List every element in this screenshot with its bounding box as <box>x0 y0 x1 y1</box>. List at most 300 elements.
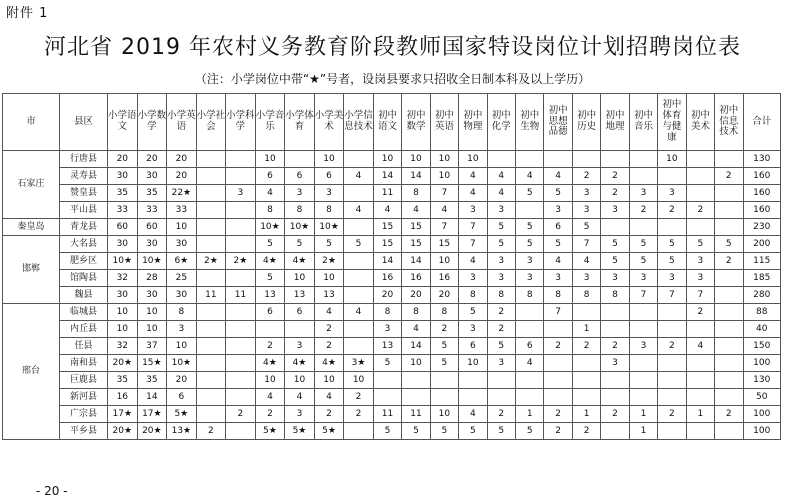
column-header: 小学音乐 <box>255 94 285 151</box>
value-cell: 160 <box>743 202 781 219</box>
value-cell: 5 <box>629 253 657 270</box>
value-cell <box>285 151 315 168</box>
value-cell <box>715 355 743 372</box>
value-cell <box>544 151 572 168</box>
value-cell: 4 <box>487 185 515 202</box>
value-cell: 10 <box>314 372 344 389</box>
value-cell: 2 <box>226 406 256 423</box>
value-cell <box>601 372 629 389</box>
value-cell: 10 <box>658 151 686 168</box>
city-cell: 石家庄 <box>3 151 60 219</box>
value-cell: 5 <box>487 236 515 253</box>
value-cell: 22★ <box>167 185 197 202</box>
value-cell: 2 <box>572 168 600 185</box>
value-cell: 5 <box>459 423 487 440</box>
value-cell: 2 <box>601 406 629 423</box>
value-cell <box>402 389 430 406</box>
value-cell: 3 <box>459 202 487 219</box>
value-cell <box>487 389 515 406</box>
value-cell <box>196 270 226 287</box>
table-row <box>3 168 781 185</box>
value-cell <box>196 355 226 372</box>
value-cell <box>686 389 714 406</box>
value-cell: 1 <box>516 406 544 423</box>
value-cell <box>516 151 544 168</box>
value-cell: 4 <box>516 168 544 185</box>
value-cell: 15 <box>402 219 430 236</box>
value-cell: 7 <box>459 219 487 236</box>
value-cell: 20 <box>167 168 197 185</box>
value-cell: 2 <box>715 168 743 185</box>
value-cell: 5 <box>255 270 285 287</box>
column-header: 小学英语 <box>167 94 197 151</box>
value-cell: 11 <box>196 287 226 304</box>
value-cell: 2 <box>601 185 629 202</box>
county-cell: 肥乡区 <box>59 253 107 270</box>
value-cell <box>459 372 487 389</box>
value-cell: 60 <box>108 219 138 236</box>
value-cell <box>196 338 226 355</box>
value-cell: 2 <box>314 321 344 338</box>
county-cell: 临城县 <box>59 304 107 321</box>
value-cell: 8 <box>373 304 401 321</box>
value-cell: 3 <box>601 355 629 372</box>
value-cell: 16 <box>373 270 401 287</box>
table-note: （注：小学岗位中带“★”号者，设岗县要求只招收全日制本科及以上学历） <box>194 72 591 86</box>
value-cell: 3 <box>658 270 686 287</box>
value-cell: 4 <box>544 168 572 185</box>
city-cell: 邯郸 <box>3 236 60 304</box>
value-cell: 8 <box>572 287 600 304</box>
column-header: 小学数学 <box>137 94 167 151</box>
value-cell <box>196 202 226 219</box>
value-cell: 3 <box>629 270 657 287</box>
value-cell: 14 <box>373 253 401 270</box>
value-cell: 3 <box>572 185 600 202</box>
value-cell <box>544 321 572 338</box>
value-cell <box>658 372 686 389</box>
value-cell: 2 <box>487 304 515 321</box>
city-cell: 邢台 <box>3 304 60 440</box>
value-cell: 16 <box>402 270 430 287</box>
value-cell: 5 <box>344 236 374 253</box>
value-cell: 4★ <box>285 355 315 372</box>
value-cell: 16 <box>108 389 138 406</box>
value-cell: 115 <box>743 253 781 270</box>
county-cell: 平乡县 <box>59 423 107 440</box>
value-cell: 100 <box>743 406 781 423</box>
value-cell: 6 <box>516 338 544 355</box>
value-cell: 4 <box>459 253 487 270</box>
value-cell: 2 <box>544 406 572 423</box>
value-cell: 8 <box>167 304 197 321</box>
value-cell <box>686 168 714 185</box>
value-cell: 5 <box>373 355 401 372</box>
value-cell <box>255 321 285 338</box>
county-cell: 魏县 <box>59 287 107 304</box>
value-cell <box>344 338 374 355</box>
value-cell: 20 <box>430 287 458 304</box>
value-cell: 10 <box>167 219 197 236</box>
value-cell: 3 <box>487 202 515 219</box>
value-cell <box>196 151 226 168</box>
county-cell: 广宗县 <box>59 406 107 423</box>
value-cell: 13 <box>285 287 315 304</box>
county-cell: 内丘县 <box>59 321 107 338</box>
value-cell: 10 <box>108 321 138 338</box>
value-cell: 33 <box>108 202 138 219</box>
value-cell: 5 <box>516 423 544 440</box>
value-cell: 10 <box>430 406 458 423</box>
value-cell: 6 <box>255 168 285 185</box>
value-cell: 1 <box>572 406 600 423</box>
value-cell <box>715 423 743 440</box>
value-cell: 5 <box>658 253 686 270</box>
value-cell: 35 <box>137 185 167 202</box>
value-cell: 2 <box>314 406 344 423</box>
value-cell: 2 <box>686 202 714 219</box>
county-cell: 青龙县 <box>59 219 107 236</box>
value-cell: 50 <box>743 389 781 406</box>
value-cell: 5 <box>430 355 458 372</box>
value-cell: 10 <box>459 355 487 372</box>
value-cell: 8 <box>430 304 458 321</box>
value-cell: 10 <box>255 151 285 168</box>
value-cell: 5 <box>601 236 629 253</box>
table-body <box>3 151 781 440</box>
value-cell: 8 <box>516 287 544 304</box>
value-cell <box>715 321 743 338</box>
value-cell: 4 <box>255 389 285 406</box>
value-cell: 3 <box>544 270 572 287</box>
column-header: 小学语文 <box>108 94 138 151</box>
value-cell: 16 <box>430 270 458 287</box>
value-cell: 6 <box>285 304 315 321</box>
value-cell: 4 <box>344 202 374 219</box>
value-cell: 11 <box>373 185 401 202</box>
value-cell <box>226 338 256 355</box>
value-cell: 5 <box>516 185 544 202</box>
value-cell <box>686 423 714 440</box>
value-cell: 6 <box>544 219 572 236</box>
value-cell: 30 <box>137 236 167 253</box>
value-cell: 10★ <box>137 253 167 270</box>
column-header: 初中历史 <box>572 94 600 151</box>
column-header: 小学信息技术 <box>344 94 374 151</box>
value-cell: 2 <box>544 423 572 440</box>
value-cell: 30 <box>108 287 138 304</box>
value-cell: 10★ <box>285 219 315 236</box>
value-cell: 10 <box>285 372 315 389</box>
value-cell: 2 <box>544 338 572 355</box>
value-cell: 130 <box>743 151 781 168</box>
value-cell: 2 <box>686 304 714 321</box>
value-cell: 3 <box>572 202 600 219</box>
value-cell <box>715 219 743 236</box>
value-cell: 3 <box>629 338 657 355</box>
page-title: 河北省 2019 年农村义务教育阶段教师国家特设岗位计划招聘岗位表 <box>44 35 741 60</box>
value-cell: 4 <box>487 168 515 185</box>
value-cell <box>226 219 256 236</box>
value-cell: 2 <box>314 338 344 355</box>
value-cell: 20 <box>167 372 197 389</box>
value-cell: 10 <box>314 151 344 168</box>
value-cell: 2 <box>658 406 686 423</box>
value-cell: 2 <box>572 423 600 440</box>
value-cell: 5 <box>373 423 401 440</box>
value-cell: 4★ <box>255 253 285 270</box>
value-cell <box>715 202 743 219</box>
value-cell <box>196 168 226 185</box>
value-cell: 35 <box>108 372 138 389</box>
value-cell <box>430 372 458 389</box>
value-cell <box>572 355 600 372</box>
value-cell: 6 <box>255 304 285 321</box>
value-cell: 1 <box>572 321 600 338</box>
value-cell <box>629 168 657 185</box>
value-cell: 6★ <box>167 253 197 270</box>
value-cell: 5 <box>487 338 515 355</box>
value-cell: 2★ <box>196 253 226 270</box>
value-cell <box>629 321 657 338</box>
value-cell <box>572 372 600 389</box>
value-cell: 15 <box>373 236 401 253</box>
attachment-label: 附件 1 <box>6 6 49 21</box>
value-cell: 2 <box>658 202 686 219</box>
value-cell: 4 <box>314 389 344 406</box>
value-cell <box>715 287 743 304</box>
value-cell <box>658 389 686 406</box>
value-cell: 30 <box>167 236 197 253</box>
value-cell <box>516 304 544 321</box>
value-cell <box>516 321 544 338</box>
value-cell: 3 <box>487 355 515 372</box>
table-row <box>3 372 781 389</box>
value-cell: 17★ <box>137 406 167 423</box>
value-cell: 10 <box>430 168 458 185</box>
value-cell <box>629 304 657 321</box>
value-cell: 100 <box>743 423 781 440</box>
table-row <box>3 236 781 253</box>
county-cell: 新河县 <box>59 389 107 406</box>
value-cell: 2 <box>658 338 686 355</box>
value-cell: 3 <box>459 321 487 338</box>
value-cell <box>629 372 657 389</box>
value-cell: 2 <box>601 168 629 185</box>
value-cell: 20 <box>402 287 430 304</box>
value-cell: 13★ <box>167 423 197 440</box>
table-row <box>3 253 781 270</box>
value-cell: 2★ <box>226 253 256 270</box>
value-cell <box>226 202 256 219</box>
value-cell: 10 <box>314 270 344 287</box>
value-cell: 5 <box>601 253 629 270</box>
value-cell <box>686 185 714 202</box>
value-cell <box>658 423 686 440</box>
value-cell: 5★ <box>167 406 197 423</box>
value-cell: 6 <box>285 168 315 185</box>
value-cell <box>601 423 629 440</box>
value-cell: 8 <box>487 287 515 304</box>
column-header: 初中地理 <box>601 94 629 151</box>
value-cell: 1 <box>686 406 714 423</box>
value-cell <box>226 355 256 372</box>
table-row <box>3 423 781 440</box>
page-number: - 20 - <box>36 484 68 498</box>
value-cell: 5 <box>715 236 743 253</box>
value-cell: 20★ <box>108 355 138 372</box>
value-cell: 2★ <box>314 253 344 270</box>
value-cell <box>344 423 374 440</box>
value-cell: 4 <box>686 338 714 355</box>
value-cell <box>544 389 572 406</box>
value-cell <box>658 355 686 372</box>
county-cell: 行唐县 <box>59 151 107 168</box>
table-row <box>3 202 781 219</box>
table-row <box>3 151 781 168</box>
value-cell: 5 <box>285 236 315 253</box>
value-cell <box>572 304 600 321</box>
value-cell <box>686 219 714 236</box>
value-cell: 3 <box>487 270 515 287</box>
county-cell: 任县 <box>59 338 107 355</box>
value-cell <box>572 389 600 406</box>
value-cell <box>344 219 374 236</box>
value-cell: 13 <box>373 338 401 355</box>
value-cell: 30 <box>108 236 138 253</box>
column-header: 市 <box>3 94 60 151</box>
value-cell <box>572 151 600 168</box>
value-cell: 6 <box>314 168 344 185</box>
value-cell: 5 <box>516 219 544 236</box>
value-cell <box>715 304 743 321</box>
value-cell <box>285 321 315 338</box>
table-row <box>3 406 781 423</box>
value-cell: 3 <box>686 270 714 287</box>
value-cell: 5★ <box>255 423 285 440</box>
value-cell: 2 <box>601 338 629 355</box>
value-cell <box>226 304 256 321</box>
value-cell: 4★ <box>255 355 285 372</box>
value-cell: 20 <box>108 151 138 168</box>
column-header: 小学美术 <box>314 94 344 151</box>
value-cell <box>686 151 714 168</box>
value-cell: 2 <box>430 321 458 338</box>
value-cell: 1 <box>629 406 657 423</box>
value-cell: 8 <box>314 202 344 219</box>
value-cell <box>629 355 657 372</box>
value-cell: 11 <box>373 406 401 423</box>
value-cell: 11 <box>402 406 430 423</box>
value-cell: 5 <box>572 219 600 236</box>
value-cell: 7 <box>658 287 686 304</box>
value-cell: 7 <box>430 185 458 202</box>
value-cell: 4 <box>430 202 458 219</box>
value-cell: 2 <box>344 389 374 406</box>
value-cell: 100 <box>743 355 781 372</box>
table-row <box>3 355 781 372</box>
value-cell <box>686 355 714 372</box>
value-cell: 2 <box>255 338 285 355</box>
value-cell: 4★ <box>285 253 315 270</box>
value-cell: 5 <box>686 236 714 253</box>
value-cell: 4 <box>344 168 374 185</box>
value-cell <box>686 321 714 338</box>
value-cell: 10 <box>402 355 430 372</box>
value-cell: 3 <box>285 185 315 202</box>
value-cell: 5 <box>430 338 458 355</box>
value-cell: 35 <box>108 185 138 202</box>
table-row <box>3 304 781 321</box>
county-cell: 巨鹿县 <box>59 372 107 389</box>
value-cell <box>487 372 515 389</box>
value-cell: 10 <box>108 304 138 321</box>
column-header: 初中语文 <box>373 94 401 151</box>
value-cell <box>344 321 374 338</box>
value-cell <box>601 321 629 338</box>
value-cell: 30 <box>108 168 138 185</box>
value-cell: 37 <box>137 338 167 355</box>
value-cell: 7 <box>629 287 657 304</box>
value-cell: 88 <box>743 304 781 321</box>
value-cell: 5 <box>402 423 430 440</box>
value-cell <box>715 372 743 389</box>
value-cell <box>196 236 226 253</box>
value-cell: 150 <box>743 338 781 355</box>
value-cell <box>715 389 743 406</box>
value-cell: 4 <box>459 185 487 202</box>
value-cell: 30 <box>137 168 167 185</box>
value-cell: 230 <box>743 219 781 236</box>
city-cell: 秦皇岛 <box>3 219 60 236</box>
value-cell: 10 <box>402 151 430 168</box>
value-cell <box>226 236 256 253</box>
value-cell: 3 <box>487 253 515 270</box>
value-cell: 185 <box>743 270 781 287</box>
value-cell: 17★ <box>108 406 138 423</box>
value-cell: 4★ <box>314 355 344 372</box>
value-cell: 4 <box>516 355 544 372</box>
value-cell: 5 <box>255 236 285 253</box>
value-cell: 28 <box>137 270 167 287</box>
value-cell <box>516 372 544 389</box>
column-header: 小学社会 <box>196 94 226 151</box>
value-cell: 3 <box>167 321 197 338</box>
value-cell: 14 <box>402 253 430 270</box>
value-cell: 3 <box>601 270 629 287</box>
value-cell: 5 <box>629 236 657 253</box>
value-cell: 33 <box>137 202 167 219</box>
value-cell: 1 <box>629 423 657 440</box>
value-cell <box>686 372 714 389</box>
value-cell <box>430 389 458 406</box>
value-cell: 10 <box>137 304 167 321</box>
value-cell: 3 <box>658 185 686 202</box>
value-cell: 3 <box>285 406 315 423</box>
value-cell: 15 <box>402 236 430 253</box>
column-header: 小学体育 <box>285 94 315 151</box>
value-cell: 20★ <box>137 423 167 440</box>
value-cell <box>658 321 686 338</box>
value-cell <box>373 372 401 389</box>
value-cell: 5 <box>544 185 572 202</box>
value-cell: 3 <box>516 270 544 287</box>
value-cell: 160 <box>743 185 781 202</box>
value-cell <box>196 185 226 202</box>
value-cell: 14 <box>137 389 167 406</box>
value-cell <box>344 185 374 202</box>
value-cell: 15 <box>373 219 401 236</box>
